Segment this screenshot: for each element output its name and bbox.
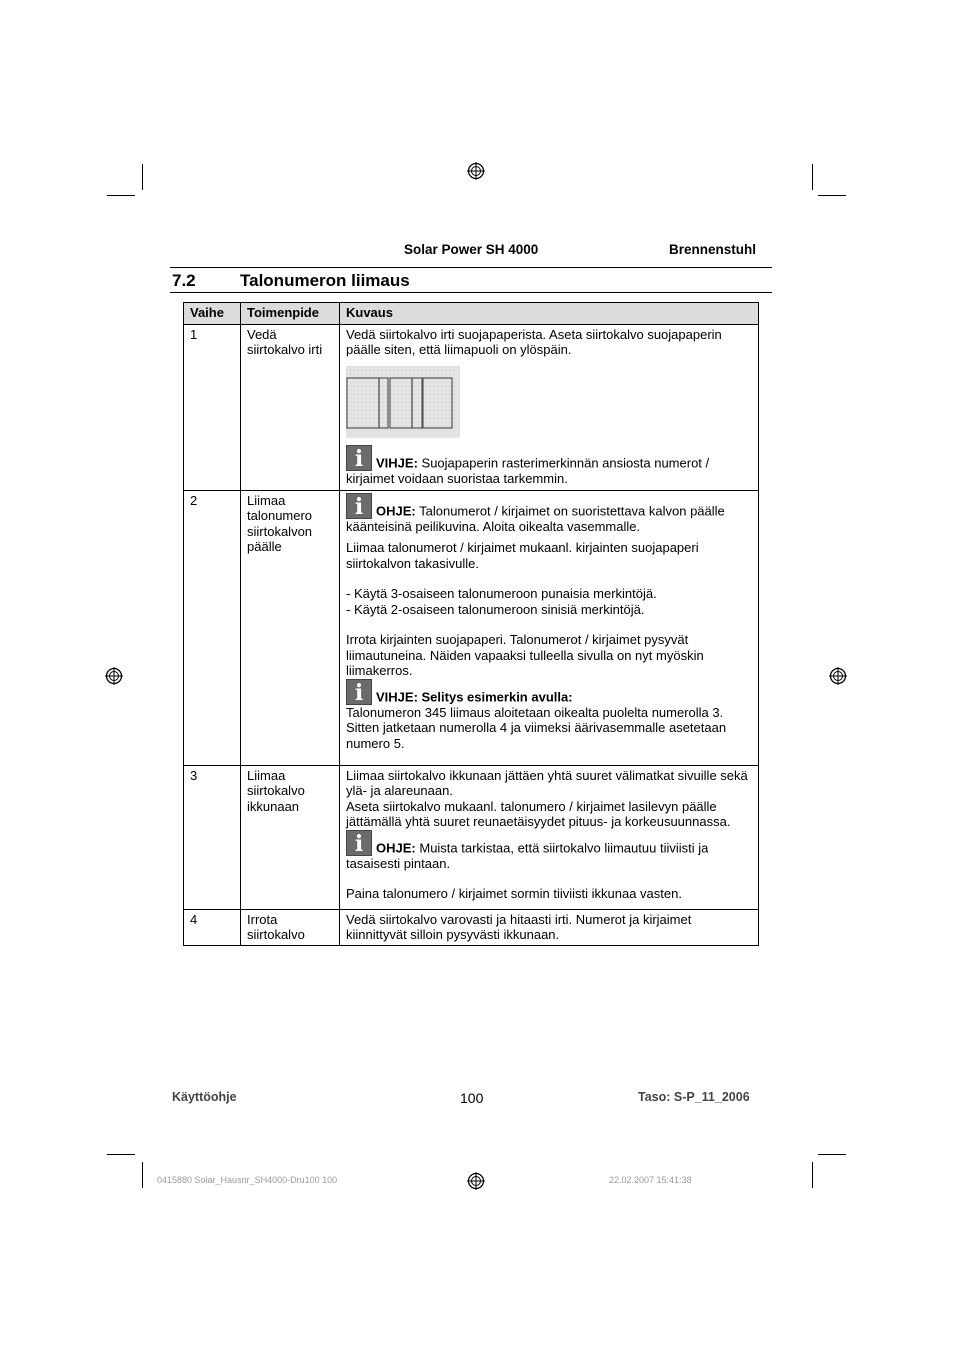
description-text: Vedä siirtokalvo varovasti ja hitaasti irti. Numerot ja kirjaimet kiinnittyvät silloin pysyvästi ikkunaan. [346, 911, 692, 942]
steps-table [183, 302, 759, 946]
step-action: Irrota siirtokalvo [241, 909, 340, 945]
print-slug-date: 22.02.2007 15:41:38 [609, 1175, 692, 1185]
instruction-label: OHJE: [376, 503, 416, 518]
registration-mark-icon [467, 162, 485, 180]
step-number: 3 [184, 765, 241, 909]
registration-mark-icon [467, 1172, 485, 1190]
instruction-note [346, 493, 752, 535]
instruction-text: Talonumerot / kirjaimet on suoristettava kalvon päälle käänteisinä peilikuvina. Aloita oikealta vasemmalle. [346, 503, 725, 534]
tip-label: VIHJE: [376, 455, 418, 471]
footer-manual-label: Käyttöohje [172, 1090, 237, 1104]
table-header-row [184, 303, 759, 325]
page-number: 100 [460, 1090, 484, 1106]
description-text: Paina talonumero / kirjaimet sormin tiiviisti ikkunaa vasten. [346, 886, 682, 901]
tip-text: Talonumeron 345 liimaus aloitetaan oikealta puolelta numerolla 3. Sitten jatketaan numerolla 4 ja viimeksi äärivasemmalle asetetaan numero 5. [346, 704, 727, 751]
crop-mark [142, 1162, 143, 1188]
table-row [184, 909, 759, 945]
table-row [184, 324, 759, 490]
tip-label: VIHJE: Selitys esimerkin avulla: [376, 689, 573, 704]
step-action: Liimaa talonumero siirtokalvon päälle [241, 490, 340, 765]
registration-mark-icon [105, 667, 123, 685]
step-action: Liimaa siirtokalvo ikkunaan [241, 765, 340, 909]
instruction-note [346, 830, 752, 872]
step-number: 2 [184, 490, 241, 765]
column-header-action: Toimenpide [241, 303, 340, 325]
crop-mark [107, 195, 135, 196]
registration-mark-icon [829, 667, 847, 685]
description-text: Liimaa talonumerot / kirjaimet mukaanl. kirjainten suojapaperi siirtokalvon takasivulle. [346, 540, 699, 571]
table-row [184, 765, 759, 909]
footer-revision: Taso: S-P_11_2006 [638, 1090, 750, 1104]
step-description [340, 490, 759, 765]
table-row [184, 490, 759, 765]
print-slug-file: 0415880 Solar_Hausnr_SH4000-Dru100 100 [157, 1175, 338, 1185]
bullet-item: - Käytä 2-osaiseen talonumeroon sinisiä merkintöjä. [346, 601, 645, 617]
step-description [340, 765, 759, 909]
info-icon: i [346, 679, 372, 705]
crop-mark [107, 1154, 135, 1155]
description-text: Liimaa siirtokalvo ikkunaan jättäen yhtä suuret välimatkat sivuille sekä ylä- ja alareunaan. [346, 767, 748, 798]
tip-note [346, 679, 752, 705]
step-description [340, 324, 759, 490]
crop-mark [818, 195, 846, 196]
bullet-item: - Käytä 3-osaiseen talonumeroon punaisia merkintöjä. [346, 586, 657, 601]
step-description [340, 909, 759, 945]
header-rule [170, 267, 772, 268]
step-number: 1 [184, 324, 241, 490]
column-header-description: Kuvaus [340, 303, 759, 325]
column-header-step: Vaihe [184, 303, 241, 325]
crop-mark [142, 164, 143, 190]
crop-mark [818, 1154, 846, 1155]
section-rule [170, 292, 772, 293]
tip-text: Suojapaperin rasterimerkinnän ansiosta numerot / kirjaimet voidaan suoristaa tarkemmin. [346, 455, 710, 486]
step-action: Vedä siirtokalvo irti [241, 324, 340, 490]
crop-mark [812, 1162, 813, 1188]
section-number: 7.2 [172, 271, 196, 290]
description-text: Aseta siirtokalvo mukaanl. talonumero / kirjaimet lasilevyn päälle jättämällä yhtä suuret reunaetäisyydet pituus- ja korkeusuunnassa. [346, 798, 731, 829]
description-text: Irrota kirjainten suojapaperi. Talonumerot / kirjaimet pysyvät liimautuneina. Näiden vapaaksi tulleella sivulla on nyt myöskin liimakerros. [346, 632, 704, 678]
instruction-text: Muista tarkistaa, että siirtokalvo liimautuu tiiviisti ja tasaisesti pintaan. [346, 840, 709, 871]
info-icon: i [346, 445, 372, 471]
tip-note [346, 445, 752, 487]
crop-mark [812, 164, 813, 190]
info-icon: i [346, 830, 372, 856]
description-text: Vedä siirtokalvo irti suojapaperista. Aseta siirtokalvo suojapaperin päälle siten, että liimapuoli on ylöspäin. [346, 326, 722, 357]
instruction-label: OHJE: [376, 840, 416, 855]
step-number: 4 [184, 909, 241, 945]
header-product: Solar Power SH 4000 [404, 242, 539, 257]
transfer-film-grid-illustration [346, 366, 460, 438]
section-title: Talonumeron liimaus [240, 271, 410, 290]
info-icon: i [346, 493, 372, 519]
header-brand: Brennenstuhl [669, 242, 757, 257]
